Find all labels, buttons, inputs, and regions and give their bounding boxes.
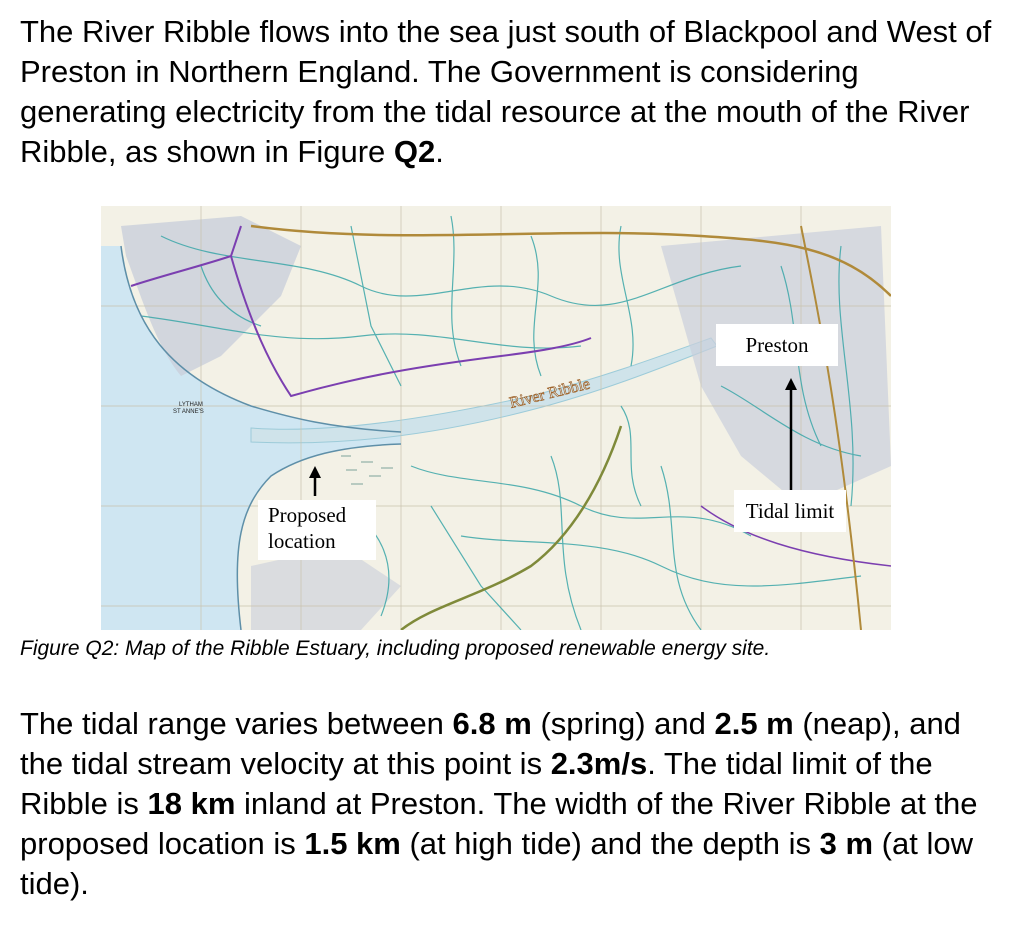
river-width: 1.5 km — [304, 826, 401, 861]
neap-tidal-range: 2.5 m — [714, 706, 794, 741]
preston-label — [716, 324, 838, 366]
river-ribble-label: River Ribble — [507, 375, 592, 412]
details-paragraph — [20, 704, 1005, 904]
preston-label-text: Preston — [745, 333, 809, 357]
proposed-location-label — [258, 500, 376, 560]
details-text-7: (at low tide). — [20, 826, 973, 901]
tidal-limit-label — [734, 490, 846, 532]
tidal-stream-velocity: 2.3m/s — [550, 746, 648, 781]
st-annes-label: ST ANNE'S — [173, 409, 204, 415]
details-text-4: . The tidal limit of the Ribble is — [20, 746, 933, 821]
details-text-3: (neap), and the tidal stream velocity at this point is — [20, 706, 961, 781]
proposed-label-line1: Proposed — [268, 503, 347, 527]
figure-caption: Figure Q2: Map of the Ribble Estuary, including proposed renewable energy site. — [20, 637, 771, 660]
tidal-limit-distance: 18 km — [147, 786, 236, 821]
intro-text-end: . — [435, 134, 444, 169]
proposed-label-line2: location — [268, 529, 336, 553]
details-text-2: (spring) and — [531, 706, 715, 741]
details-text-6: (at high tide) and the depth is — [400, 826, 820, 861]
spring-tidal-range: 6.8 m — [452, 706, 532, 741]
figure-reference: Q2 — [393, 134, 436, 169]
tidal-limit-label-text: Tidal limit — [745, 499, 835, 523]
intro-text: The River Ribble flows into the sea just south of Blackpool and West of Preston in Northern England. The Government is considering generating electricity from the tidal resource at the mouth of the River Ribble, as shown in Figure — [20, 14, 992, 169]
details-text-1: The tidal range varies between — [20, 706, 453, 741]
river-depth: 3 m — [819, 826, 874, 861]
details-text-5: inland at Preston. The width of the River Ribble at the proposed location is — [20, 786, 978, 861]
lytham-label: LYTHAM — [179, 402, 203, 408]
ribble-estuary-map — [101, 206, 891, 630]
map-graphic — [101, 206, 891, 630]
intro-paragraph — [20, 12, 1005, 172]
